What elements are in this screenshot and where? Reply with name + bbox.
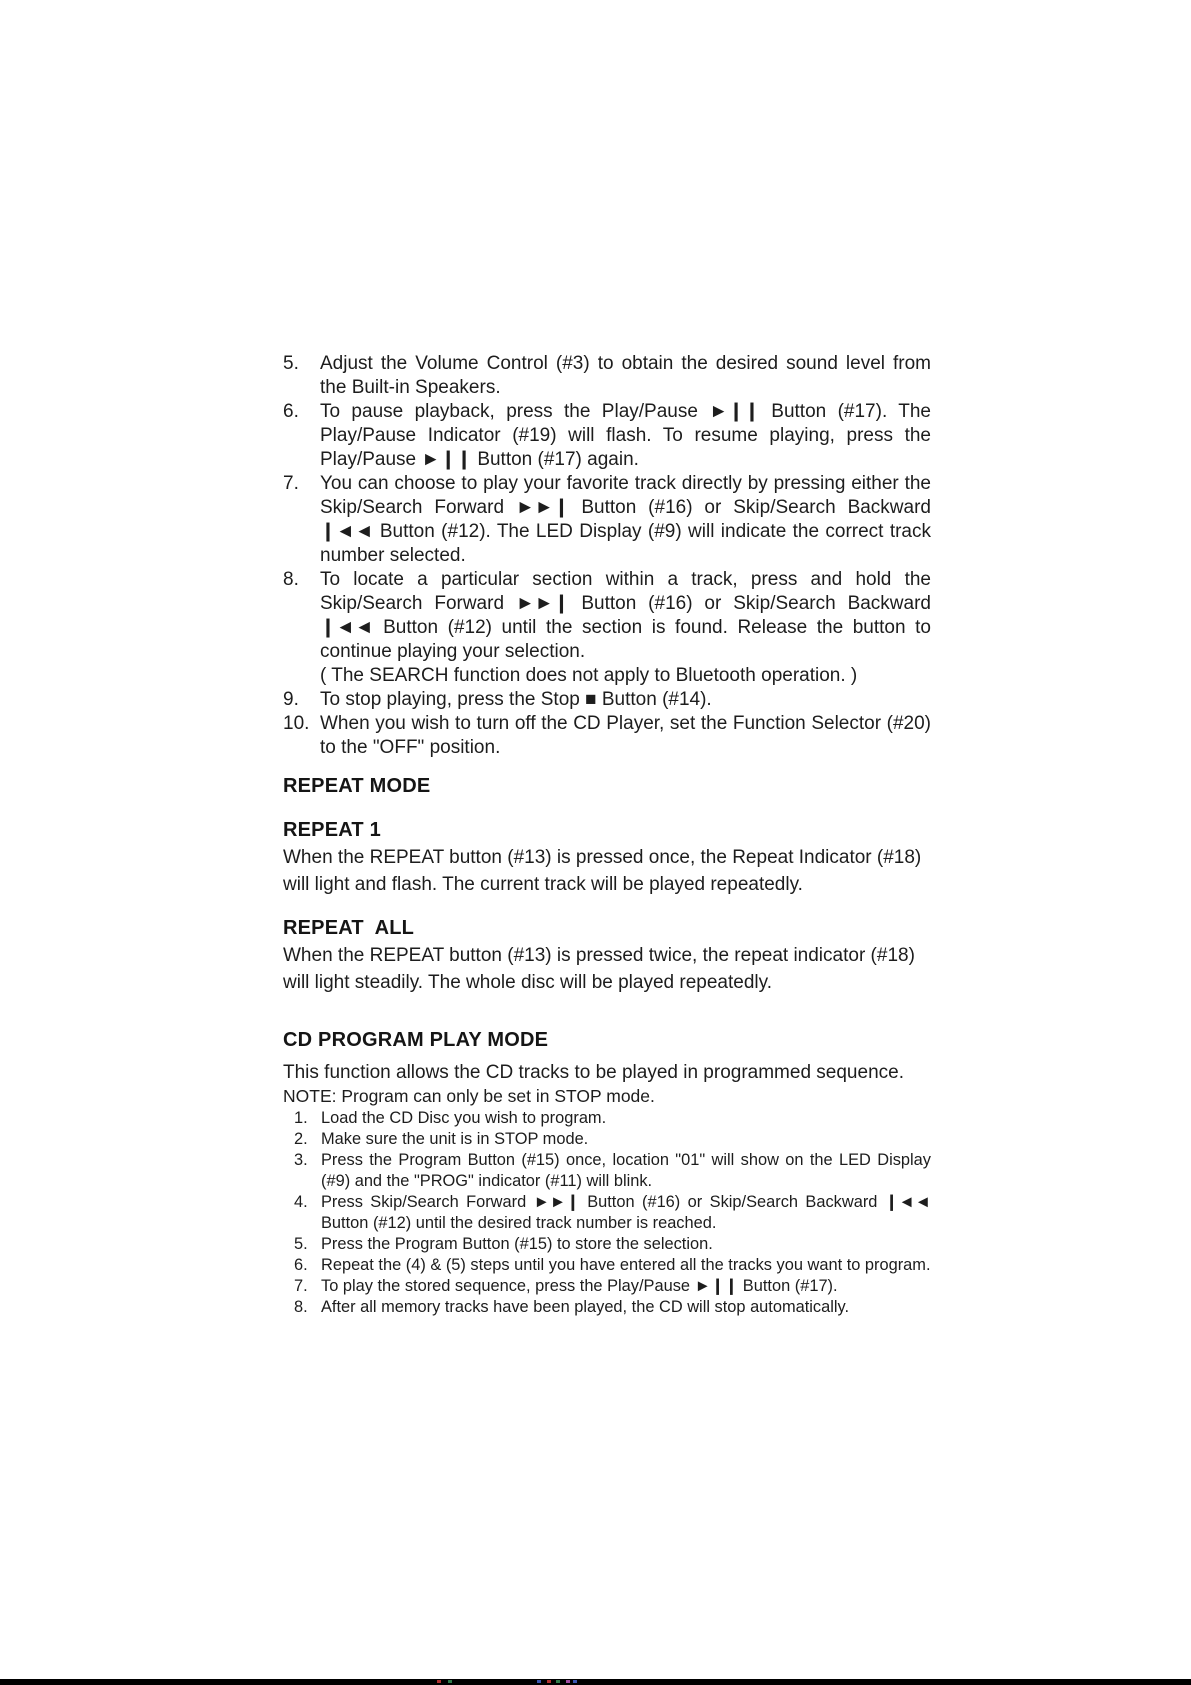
- repeat-1-heading: REPEAT 1: [283, 819, 381, 841]
- step-text: You can choose to play your favorite track directly by pressing either the Skip/Search Forward ►►❙ Button (#16) or Skip/Search Backward ❙◄◄ Button (#12). The LED Display (#9) will indicate the correct track number selected.: [320, 473, 931, 566]
- step-number: 7.: [294, 1277, 308, 1295]
- list-item: [283, 1297, 931, 1318]
- list-item: [283, 1276, 931, 1297]
- step-number: 9.: [283, 689, 299, 710]
- list-item: [283, 712, 931, 760]
- program-note-text: NOTE: Program can only be set in STOP mode.: [283, 1086, 655, 1106]
- step-number: 1.: [294, 1109, 308, 1127]
- step-number: 8.: [294, 1298, 308, 1316]
- program-intro-text: This function allows the CD tracks to be played in programmed sequence.: [283, 1062, 904, 1083]
- step-number: 7.: [283, 473, 299, 494]
- list-item: [283, 1150, 931, 1192]
- step-text: To play the stored sequence, press the Play/Pause ►❙❙ Button (#17).: [321, 1277, 838, 1295]
- step-text: Make sure the unit is in STOP mode.: [321, 1130, 589, 1148]
- step-text: To stop playing, press the Stop ■ Button (#14).: [320, 689, 712, 710]
- list-item: [283, 568, 931, 688]
- step-text: Press the Program Button (#15) once, location "01" will show on the LED Display (#9) and the "PROG" indicator (#11) will blink.: [321, 1151, 931, 1190]
- list-item: [283, 688, 931, 712]
- list-item: [283, 1192, 931, 1234]
- step-number: 3.: [294, 1151, 308, 1169]
- step-text: After all memory tracks have been played, the CD will stop automatically.: [321, 1298, 850, 1316]
- list-item: [283, 472, 931, 568]
- list-item: [283, 1129, 931, 1150]
- cd-playback-steps-list: [283, 352, 931, 760]
- step-text: When you wish to turn off the CD Player, set the Function Selector (#20) to the "OFF" position.: [320, 713, 931, 758]
- step-text: Repeat the (4) & (5) steps until you have entered all the tracks you want to program.: [321, 1256, 931, 1274]
- scan-noise-speck: [547, 1680, 551, 1683]
- step-number: 5.: [294, 1235, 308, 1253]
- step-text: Press Skip/Search Forward ►►❙ Button (#16) or Skip/Search Backward ❙◄◄ Button (#12) until the desired track number is reached.: [321, 1193, 931, 1232]
- step-text: To locate a particular section within a track, press and hold the Skip/Search Forward ►►❙ Button (#16) or Skip/Search Backward ❙◄◄ Button (#12) until the section is found. Release the button to continue playing your selection. ( The SEARCH function does not apply to Bluetooth operation. ): [320, 569, 931, 686]
- repeat-all-heading: REPEAT ALL: [283, 917, 415, 939]
- scan-noise-speck: [448, 1680, 452, 1683]
- cd-program-play-mode-heading: CD PROGRAM PLAY MODE: [283, 1029, 549, 1051]
- list-item: [283, 400, 931, 472]
- scan-noise-speck: [437, 1680, 441, 1683]
- step-note: ( The SEARCH function does not apply to Bluetooth operation. ): [320, 665, 858, 686]
- scan-edge-bar: [0, 1679, 1191, 1685]
- step-number: 4.: [294, 1193, 308, 1211]
- scan-noise-speck: [566, 1680, 570, 1683]
- step-number: 6.: [294, 1256, 308, 1274]
- step-text: To pause playback, press the Play/Pause ►❙❙ Button (#17). The Play/Pause Indicator (#19) will flash. To resume playing, press the Play/Pause ►❙❙ Button (#17) again.: [320, 401, 931, 470]
- step-number: 6.: [283, 401, 299, 422]
- repeat-all-paragraph: When the REPEAT button (#13) is pressed twice, the repeat indicator (#18) will light steadily. The whole disc will be played repeatedly.: [283, 945, 915, 993]
- step-number: 8.: [283, 569, 299, 590]
- cd-program-steps-list: [283, 1108, 931, 1318]
- repeat-mode-heading: REPEAT MODE: [283, 775, 431, 797]
- step-number: 2.: [294, 1130, 308, 1148]
- step-text: Load the CD Disc you wish to program.: [321, 1109, 607, 1127]
- list-item: [283, 1234, 931, 1255]
- step-number: 5.: [283, 353, 299, 374]
- step-text: Adjust the Volume Control (#3) to obtain the desired sound level from the Built-in Speakers.: [320, 353, 931, 398]
- list-item: [283, 352, 931, 400]
- step-number: 10.: [283, 713, 310, 734]
- repeat-1-paragraph: When the REPEAT button (#13) is pressed once, the Repeat Indicator (#18) will light and flash. The current track will be played repeatedly.: [283, 847, 922, 895]
- manual-text-block: [283, 352, 931, 1318]
- scan-noise-speck: [573, 1680, 577, 1683]
- list-item: [283, 1108, 931, 1129]
- list-item: [283, 1255, 931, 1276]
- scan-noise-speck: [537, 1680, 541, 1683]
- scan-noise-speck: [556, 1680, 560, 1683]
- step-text: Press the Program Button (#15) to store the selection.: [321, 1235, 713, 1253]
